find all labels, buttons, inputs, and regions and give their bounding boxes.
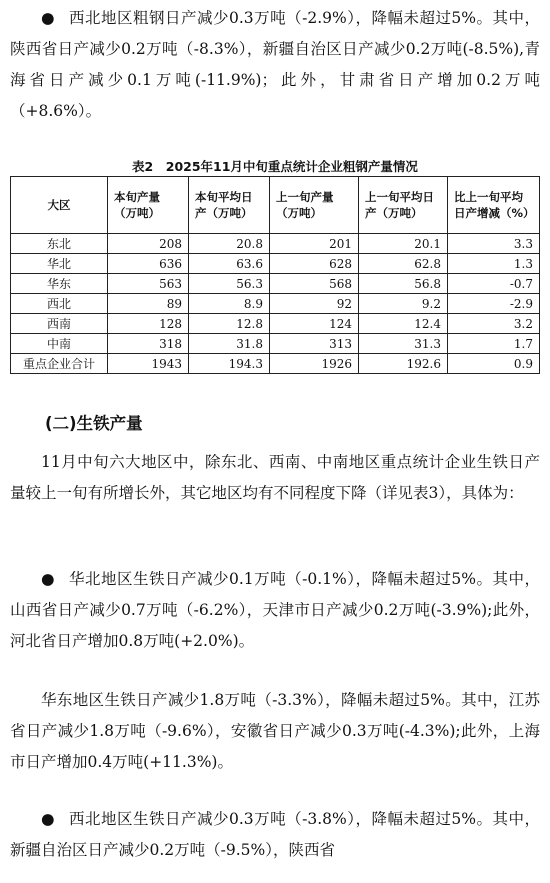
paragraph-text: 11月中旬六大地区中，除东北、西南、中南地区重点统计企业生铁日产量较上一旬有所增长外，其它地区均有不同程度下降（详见表3），具体为：: [10, 453, 540, 502]
cell-value: 12.8: [189, 314, 270, 334]
bullet-icon: ●: [41, 810, 56, 828]
bullet-icon: ●: [41, 9, 56, 27]
column-header: 本旬产量（万吨）: [108, 177, 189, 234]
paragraph-text: 华东地区生铁日产减少1.8万吨（-3.3%），降幅未超过5%。其中，江苏省日产减少1.8万吨（-9.6%），安徽省日产减少0.3万吨(-4.3%);此外，上海市日产增加0.4万吨(+11.3%)。: [10, 691, 540, 771]
cell-value: 56.8: [359, 274, 448, 294]
cell-value: 318: [108, 334, 189, 354]
cell-value: 89: [108, 294, 189, 314]
cell-value: 20.8: [189, 234, 270, 254]
cell-value: 31.8: [189, 334, 270, 354]
paragraph-northwest-iron: [10, 804, 540, 866]
cell-value: 124: [270, 314, 359, 334]
paragraph-text: 西北地区生铁日产减少0.3万吨（-3.8%），降幅未超过5%。其中，新疆自治区日产减少0.2万吨（-9.5%），陕西省: [10, 810, 541, 859]
cell-value: 208: [108, 234, 189, 254]
paragraph-east-china-iron: [10, 685, 540, 778]
cell-value: -2.9: [448, 294, 540, 314]
cell-value: 0.9: [448, 354, 540, 374]
cell-value: 194.3: [189, 354, 270, 374]
cell-region: 华北: [11, 254, 108, 274]
cell-region: 重点企业合计: [11, 354, 108, 374]
cell-value: 1943: [108, 354, 189, 374]
cell-region: 西北: [11, 294, 108, 314]
paragraph-northwest-steel: [10, 3, 540, 127]
cell-value: 63.6: [189, 254, 270, 274]
cell-value: 8.9: [189, 294, 270, 314]
table-header-row: [11, 177, 540, 234]
paragraph-text: 西北地区粗钢日产减少0.3万吨（-2.9%），降幅未超过5%。其中，陕西省日产减少0.2万吨（-8.3%），新疆自治区日产减少0.2万吨(-8.5%),青海省日产减少0.1万吨(-11.9%)；此外，甘肃省日产增加0.2万吨（+8.6%）。: [10, 9, 541, 120]
table-row: [11, 334, 540, 354]
cell-value: 192.6: [359, 354, 448, 374]
cell-value: 1.3: [448, 254, 540, 274]
bullet-icon: ●: [41, 570, 56, 588]
cell-value: 628: [270, 254, 359, 274]
column-header: 上一旬平均日产（万吨）: [359, 177, 448, 234]
cell-value: 56.3: [189, 274, 270, 294]
cell-value: 1.7: [448, 334, 540, 354]
cell-value: 12.4: [359, 314, 448, 334]
cell-region: 西南: [11, 314, 108, 334]
cell-value: 201: [270, 234, 359, 254]
section-title: (二)生铁产量: [45, 414, 143, 433]
paragraph-north-china-iron: [10, 564, 540, 657]
cell-value: 563: [108, 274, 189, 294]
cell-value: 568: [270, 274, 359, 294]
column-header: 比上一旬平均日产增减（%）: [448, 177, 540, 234]
paragraph-text: 华北地区生铁日产减少0.1万吨（-0.1%），降幅未超过5%。其中，山西省日产减少0.7万吨（-6.2%），天津市日产减少0.2万吨(-3.9%);此外，河北省日产增加0.8万吨(+2.0%)。: [10, 570, 541, 650]
cell-value: 636: [108, 254, 189, 274]
cell-value: 62.8: [359, 254, 448, 274]
cell-value: 3.2: [448, 314, 540, 334]
column-header: 上一旬产量（万吨）: [270, 177, 359, 234]
cell-region: 华东: [11, 274, 108, 294]
cell-value: 92: [270, 294, 359, 314]
cell-region: 中南: [11, 334, 108, 354]
table-row: [11, 274, 540, 294]
cell-value: -0.7: [448, 274, 540, 294]
table-row: [11, 234, 540, 254]
steel-output-table: [10, 176, 540, 374]
table-row: [11, 294, 540, 314]
table-row: [11, 254, 540, 274]
paragraph-pig-iron-intro: [10, 447, 540, 509]
cell-region: 东北: [11, 234, 108, 254]
table-row: [11, 314, 540, 334]
cell-value: 313: [270, 334, 359, 354]
cell-value: 20.1: [359, 234, 448, 254]
cell-value: 31.3: [359, 334, 448, 354]
column-header: 本旬平均日产（万吨）: [189, 177, 270, 234]
cell-value: 3.3: [448, 234, 540, 254]
cell-value: 1926: [270, 354, 359, 374]
table-caption: 表2 2025年11月中旬重点统计企业粗钢产量情况: [132, 159, 418, 174]
column-header: 大区: [11, 177, 108, 234]
table-row-total: [11, 354, 540, 374]
cell-value: 128: [108, 314, 189, 334]
cell-value: 9.2: [359, 294, 448, 314]
